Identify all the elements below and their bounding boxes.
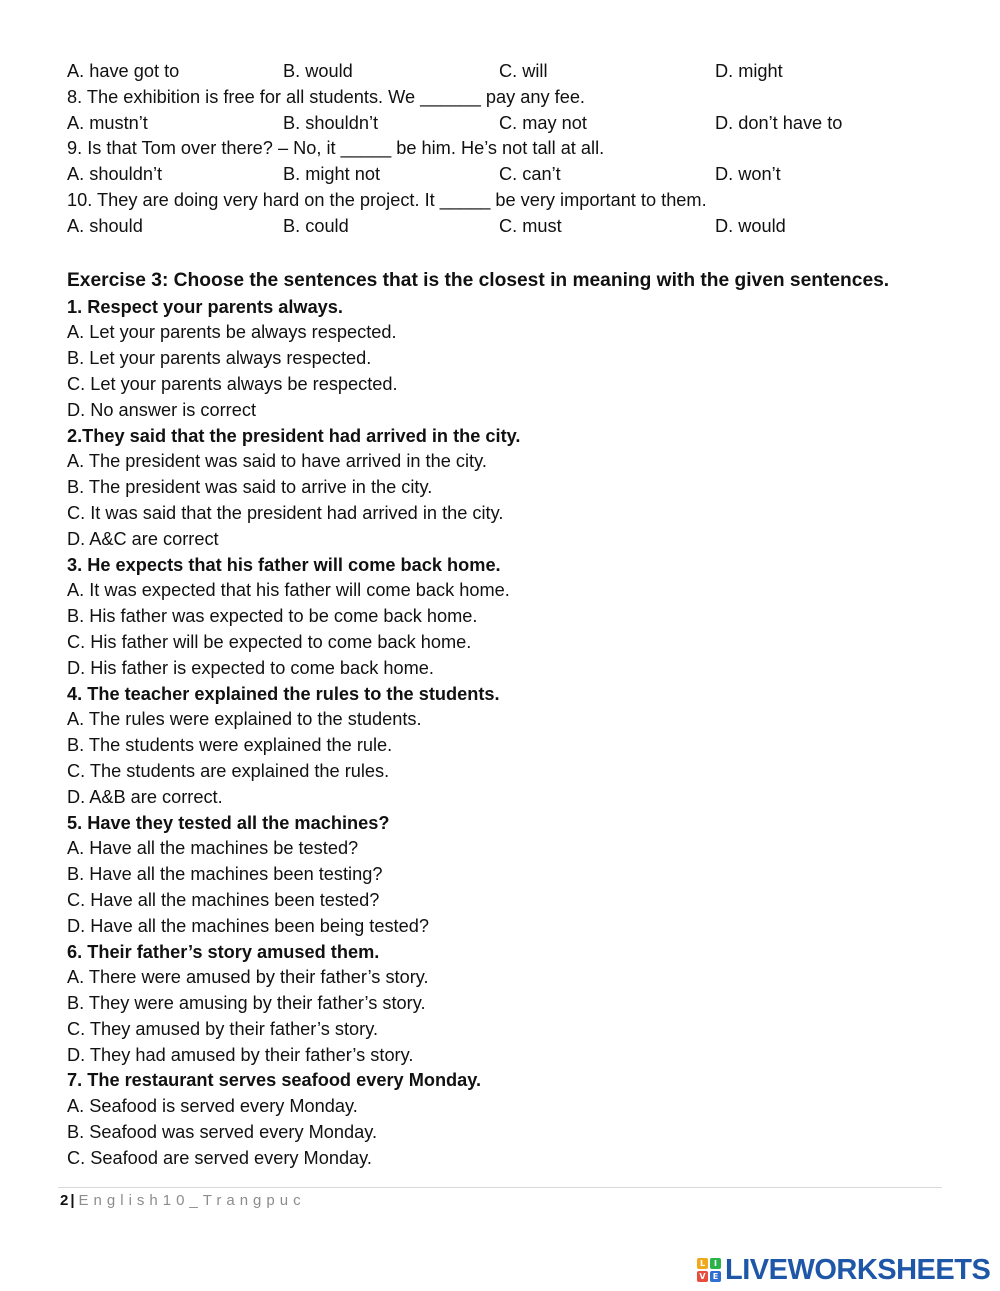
ex3-q2-option-a[interactable]: A. The president was said to have arrived in the city. <box>67 451 487 472</box>
ex3-q1-option-c[interactable]: C. Let your parents always be respected. <box>67 373 398 394</box>
ex3-q2-option-b[interactable]: B. The president was said to arrive in the city. <box>67 477 433 498</box>
ex3-q1-option-a[interactable]: A. Let your parents be always respected. <box>67 322 397 343</box>
page-number: 2 <box>60 1192 69 1209</box>
q8-options <box>67 111 947 137</box>
ex3-q4-option-d[interactable]: D. A&B are correct. <box>67 786 223 807</box>
ex3-q4-option-a[interactable]: A. The rules were explained to the students. <box>67 709 422 730</box>
option-a[interactable]: A. should <box>67 215 143 236</box>
ex3-q5-option-d[interactable]: D. Have all the machines been being tested? <box>67 915 429 936</box>
logo-tiles-icon <box>697 1258 721 1282</box>
option-c[interactable]: C. may not <box>499 112 587 133</box>
ex3-q1-option-d[interactable]: D. No answer is correct <box>67 399 256 420</box>
ex3-q6-option-b[interactable]: B. They were amusing by their father’s story. <box>67 993 426 1014</box>
option-a[interactable]: A. shouldn’t <box>67 164 163 185</box>
ex3-q4-prompt: 4. The teacher explained the rules to the students. <box>67 683 500 704</box>
q10-options <box>67 214 947 240</box>
worksheet-content <box>67 59 947 1172</box>
option-b[interactable]: B. might not <box>283 164 381 185</box>
q8-question: 8. The exhibition is free for all students. We ______ pay any fee. <box>67 86 585 107</box>
logo-tile: V <box>697 1271 708 1282</box>
ex3-q3-option-c[interactable]: C. His father will be expected to come back home. <box>67 631 472 652</box>
footer-divider <box>58 1187 942 1188</box>
ex3-q6-option-c[interactable]: C. They amused by their father’s story. <box>67 1018 379 1039</box>
logo-tile: L <box>697 1258 708 1269</box>
ex3-q4-option-c[interactable]: C. The students are explained the rules. <box>67 760 390 781</box>
page-footer <box>60 1190 306 1212</box>
q9-question: 9. Is that Tom over there? – No, it _____ be him. He’s not tall at all. <box>67 138 605 159</box>
option-a[interactable]: A. mustn’t <box>67 112 148 133</box>
q9-options <box>67 162 947 188</box>
ex3-q5-option-b[interactable]: B. Have all the machines been testing? <box>67 864 383 885</box>
option-b[interactable]: B. shouldn’t <box>283 112 379 133</box>
logo-tile: I <box>710 1258 721 1269</box>
ex3-q4-option-b[interactable]: B. The students were explained the rule. <box>67 735 393 756</box>
ex3-q7-option-b[interactable]: B. Seafood was served every Monday. <box>67 1122 378 1143</box>
liveworksheets-logo[interactable] <box>697 1254 990 1286</box>
ex3-q6-prompt: 6. Their father’s story amused them. <box>67 941 380 962</box>
option-d[interactable]: D. don’t have to <box>715 112 843 133</box>
ex3-q3-option-d[interactable]: D. His father is expected to come back home. <box>67 657 434 678</box>
q10-question: 10. They are doing very hard on the project. It _____ be very important to them. <box>67 189 707 210</box>
footer-label: English10_Trangpuc <box>78 1192 306 1209</box>
section-gap <box>67 240 947 267</box>
ex3-q7-prompt: 7. The restaurant serves seafood every Monday. <box>67 1070 482 1091</box>
option-d[interactable]: D. would <box>715 215 786 236</box>
option-c[interactable]: C. can’t <box>499 164 561 185</box>
ex3-q3-option-a[interactable]: A. It was expected that his father will come back home. <box>67 580 510 601</box>
option-b[interactable]: B. could <box>283 215 349 236</box>
brand-name: LIVEWORKSHEETS <box>725 1254 991 1286</box>
ex3-q3-option-b[interactable]: B. His father was expected to be come back home. <box>67 606 478 627</box>
ex3-q5-option-a[interactable]: A. Have all the machines be tested? <box>67 838 359 859</box>
ex3-q2-option-c[interactable]: C. It was said that the president had arrived in the city. <box>67 502 504 523</box>
exercise3-heading: Exercise 3: Choose the sentences that is the closest in meaning with the given sentences. <box>67 269 890 291</box>
footer-separator: | <box>70 1192 75 1209</box>
ex3-q2-option-d[interactable]: D. A&C are correct <box>67 528 219 549</box>
option-d[interactable]: D. won’t <box>715 164 781 185</box>
option-c[interactable]: C. will <box>499 61 548 81</box>
option-a[interactable]: A. have got to <box>67 61 180 81</box>
ex3-q1-prompt: 1. Respect your parents always. <box>67 296 343 317</box>
ex3-q6-option-d[interactable]: D. They had amused by their father’s story. <box>67 1044 414 1065</box>
ex3-q5-prompt: 5. Have they tested all the machines? <box>67 812 390 833</box>
ex3-q5-option-c[interactable]: C. Have all the machines been tested? <box>67 889 380 910</box>
ex3-q7-option-a[interactable]: A. Seafood is served every Monday. <box>67 1096 358 1117</box>
option-d[interactable]: D. might <box>715 61 783 81</box>
ex3-q1-option-b[interactable]: B. Let your parents always respected. <box>67 348 372 369</box>
option-b[interactable]: B. would <box>283 61 353 81</box>
ex3-q7-option-c[interactable]: C. Seafood are served every Monday. <box>67 1147 372 1168</box>
ex3-q3-prompt: 3. He expects that his father will come back home. <box>67 554 501 575</box>
ex3-q6-option-a[interactable]: A. There were amused by their father’s story. <box>67 967 429 988</box>
option-c[interactable]: C. must <box>499 215 562 236</box>
ex3-q2-prompt: 2.They said that the president had arrived in the city. <box>67 425 521 446</box>
q7-options <box>67 59 947 85</box>
logo-tile: E <box>710 1271 721 1282</box>
